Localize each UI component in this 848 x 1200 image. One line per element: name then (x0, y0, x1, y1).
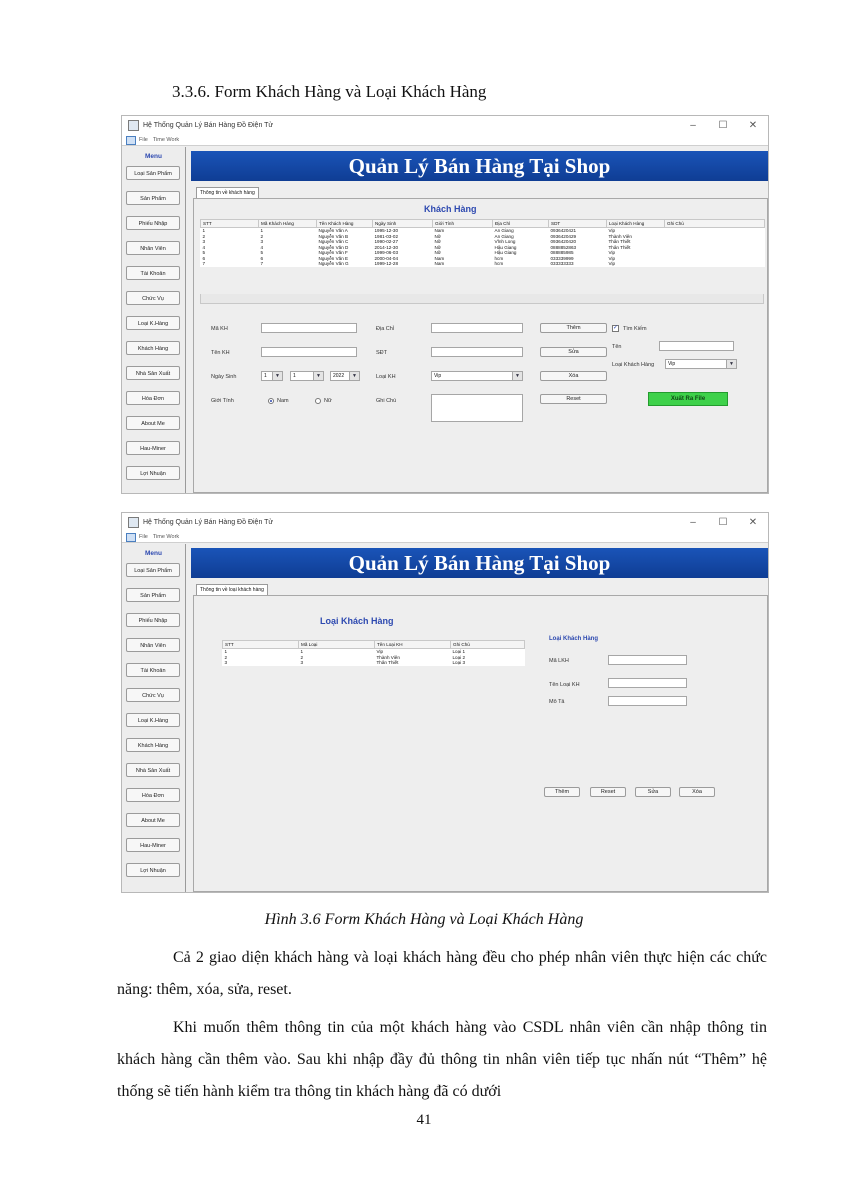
sidebar-item-hoa-don[interactable]: Hóa Đơn (126, 788, 180, 802)
table-cell: Hậu Giang (494, 250, 517, 255)
table-cell: 1999-06-03 (374, 250, 398, 255)
sua-button[interactable]: Sửa (540, 347, 607, 357)
table-cell: 3 (202, 239, 206, 244)
customer-table[interactable] (200, 219, 765, 267)
year-select[interactable] (330, 371, 360, 381)
day-select[interactable] (261, 371, 283, 381)
month-value: 1 (293, 373, 296, 379)
table-cell: hcm (494, 255, 504, 261)
label-sdt: SĐT (376, 350, 387, 356)
type-panel-title: Loại Khách Hàng (320, 616, 394, 626)
chevron-down-icon: ▼ (272, 372, 282, 380)
sidebar-item-loai-san-pham[interactable]: Loại Sản Phẩm (126, 563, 180, 577)
section-heading: 3.3.6. Form Khách Hàng và Loại Khách Hàng (172, 82, 487, 101)
xoa-button[interactable]: Xóa (540, 371, 607, 381)
them-button[interactable]: Thêm (540, 323, 607, 333)
sidebar-item-phieu-nhap[interactable]: Phiếu Nhập (126, 613, 180, 627)
table-cell: Nguyễn Văn C (318, 239, 349, 244)
customer-type-table[interactable] (222, 640, 525, 666)
table-cell: 1995-12-30 (374, 228, 398, 233)
table-cell: 6 (260, 255, 264, 261)
table-cell: 033339999 (550, 255, 574, 261)
label-ma-lkh: Mã LKH (549, 658, 569, 664)
table-cell: Nam (434, 228, 445, 233)
table-cell: 2 (224, 654, 228, 660)
window-title: Hệ Thống Quản Lý Bán Hàng Đồ Điện Tử (143, 122, 274, 129)
label-ngay-sinh: Ngày Sinh (211, 374, 237, 380)
table-cell: 1 (300, 649, 304, 654)
sidebar-menu (122, 544, 186, 892)
ma-kh-input[interactable] (261, 323, 357, 333)
table-cell: Loại 1 (452, 649, 466, 654)
table-cell: 2000-04-04 (374, 255, 398, 261)
sua-button[interactable]: Sửa (635, 787, 671, 797)
menu-bar (122, 135, 768, 146)
table-cell: 1 (260, 228, 264, 233)
paragraph-2: Khi muốn thêm thông tin của một khách hàng vào CSDL nhân viên cần nhập thông tin khách hàng cần thêm vào. Sau khi nhập đầy đủ thông tin nhân viên tiếp tục nhấn nút “Thêm” hệ thống sẽ tiến hành kiểm tra thông tin khách hàng đã có dưới (117, 1019, 767, 1100)
main-panel (191, 544, 768, 892)
paragraph-1: Cả 2 giao diện khách hàng và loại khách hàng đều cho phép nhân viên thực hiện các chức năng: thêm, xóa, sửa, reset. (117, 949, 767, 998)
ten-kh-input[interactable] (261, 347, 357, 357)
table-cell: Thành Viên (608, 233, 632, 239)
sidebar-item-san-pham[interactable]: Sản Phẩm (126, 191, 180, 205)
search-loai-value: Vip (668, 361, 676, 367)
table-cell: Nữ (434, 244, 441, 250)
table-cell: 6 (202, 255, 206, 261)
chevron-down-icon: ▼ (726, 360, 736, 368)
column-header[interactable]: Giới Tính (433, 220, 493, 228)
app-menu-icon (126, 533, 136, 542)
column-header[interactable]: Ngày Sinh (373, 220, 433, 228)
sidebar-item-nhan-vien[interactable]: Nhân Viên (126, 241, 180, 255)
day-value: 1 (264, 373, 267, 379)
table-cell: 2014-12-30 (374, 244, 398, 250)
tab-customer-info[interactable]: Thông tin về khách hàng (196, 187, 259, 199)
table-cell: 1999-12-28 (374, 261, 398, 266)
table-cell (665, 261, 765, 267)
column-header[interactable]: Địa Chỉ (493, 220, 549, 228)
reset-button[interactable]: Reset (590, 787, 626, 797)
table-cell: 0936420421 (550, 228, 577, 233)
sidebar-item-loai-san-pham[interactable]: Loại Sản Phẩm (126, 166, 180, 180)
table-cell: Nam (434, 255, 445, 261)
menu-title: Menu (145, 153, 162, 160)
sidebar-item-chuc-vu[interactable]: Chức Vụ (126, 291, 180, 305)
column-header[interactable]: STT (223, 641, 299, 649)
loai-kh-select[interactable] (431, 371, 523, 381)
menu-time-work[interactable]: Time Work (152, 534, 180, 540)
close-icon[interactable]: ✕ (748, 517, 758, 528)
table-cell: Vip (608, 250, 616, 255)
chevron-down-icon: ▼ (512, 372, 522, 380)
sidebar-item-loai-k-hang[interactable]: Loại K.Hàng (126, 316, 180, 330)
maximize-icon[interactable]: ☐ (718, 120, 728, 131)
table-cell: Vĩnh Long (494, 239, 516, 244)
column-header[interactable]: Ghi Chú (665, 220, 765, 228)
column-header[interactable]: Mã Loại (299, 641, 375, 649)
label-ten-loai-kh: Tên Loại KH (549, 682, 580, 688)
table-cell: Nguyễn Văn D (318, 244, 349, 250)
ghi-chu-textarea[interactable] (431, 394, 523, 422)
table-cell: 1990-02-27 (374, 239, 398, 244)
table-cell: Vip (608, 228, 616, 233)
sidebar-item-chuc-vu[interactable]: Chức Vụ (126, 688, 180, 702)
sidebar-item-khach-hang[interactable]: Khách Hàng (126, 738, 180, 752)
table-cell: Nữ (434, 250, 441, 255)
them-button[interactable]: Thêm (544, 787, 580, 797)
table-cell: 0936420420 (550, 239, 577, 244)
app-menu-icon (126, 136, 136, 145)
table-cell: 2 (300, 654, 304, 660)
ten-loai-kh-input[interactable] (608, 678, 687, 688)
table-cell: 0936420429 (550, 233, 577, 239)
sidebar-item-nha-san-xuat[interactable]: Nhà Sản Xuất (126, 366, 180, 380)
main-panel (191, 147, 768, 493)
dia-chi-input[interactable] (431, 323, 523, 333)
minimize-icon[interactable]: – (690, 517, 696, 528)
table-cell: 1 (224, 649, 228, 654)
table-cell: Loại 3 (452, 660, 466, 665)
app-banner: Quản Lý Bán Hàng Tại Shop (191, 548, 768, 578)
table-cell: 5 (202, 250, 206, 255)
label-ten-kh: Tên KH (211, 350, 230, 356)
chevron-down-icon: ▼ (313, 372, 323, 380)
sidebar-item-hau-miner[interactable]: Hau-Miner (126, 838, 180, 852)
label-ghi-chu: Ghi Chú (376, 398, 397, 404)
table-cell: 5 (260, 250, 264, 255)
app-banner: Quản Lý Bán Hàng Tại Shop (191, 151, 768, 181)
customer-form-window (121, 115, 769, 494)
search-loai-select[interactable] (665, 359, 737, 369)
close-icon[interactable]: ✕ (748, 120, 758, 131)
label-gioi-tinh: Giới Tính (211, 398, 234, 404)
sidebar-item-loai-k-hang[interactable]: Loại K.Hàng (126, 713, 180, 727)
column-header[interactable]: Loại Khách Hàng (607, 220, 665, 228)
table-cell: 4 (202, 244, 206, 250)
table-cell: 2 (202, 233, 206, 239)
table-cell: Nguyễn Văn E (318, 255, 349, 261)
table-cell: 4 (260, 244, 264, 250)
maximize-icon[interactable]: ☐ (718, 517, 728, 528)
type-side-title: Loại Khách Hàng (549, 636, 599, 642)
table-cell: 1 (202, 228, 206, 233)
sidebar-item-loi-nhuan[interactable]: Lợi Nhuận (126, 466, 180, 480)
chevron-down-icon: ▼ (349, 372, 359, 380)
reset-button[interactable]: Reset (540, 394, 607, 404)
column-header[interactable]: Mã Khách Hàng (259, 220, 317, 228)
radio-nam[interactable] (268, 398, 274, 404)
sdt-input[interactable] (431, 347, 523, 357)
mo-ta-input[interactable] (608, 696, 687, 706)
sidebar-item-tai-khoan[interactable]: Tài Khoản (126, 266, 180, 280)
search-ten-input[interactable] (659, 341, 734, 351)
page-number: 41 (416, 1112, 432, 1128)
table-cell: An Giang (494, 228, 514, 233)
menu-file[interactable]: File (139, 137, 148, 143)
column-header[interactable]: Tên Khách Hàng (317, 220, 373, 228)
minimize-icon[interactable]: – (690, 120, 696, 131)
sidebar-item-khach-hang[interactable]: Khách Hàng (126, 341, 180, 355)
year-value: 2022 (333, 373, 345, 379)
window-title: Hệ Thống Quản Lý Bán Hàng Đồ Điện Tử (143, 519, 274, 526)
column-header[interactable]: SDT (549, 220, 607, 228)
sidebar-item-about-me[interactable]: About Me (126, 416, 180, 430)
table-cell: 3 (224, 660, 228, 665)
table-row[interactable] (201, 261, 765, 267)
table-cell: An Giang (494, 233, 514, 239)
sidebar-item-nha-san-xuat[interactable]: Nhà Sản Xuất (126, 763, 180, 777)
sidebar-item-hau-miner[interactable]: Hau-Miner (126, 441, 180, 455)
sidebar-item-phieu-nhap[interactable]: Phiếu Nhập (126, 216, 180, 230)
sidebar-item-hoa-don[interactable]: Hóa Đơn (126, 391, 180, 405)
table-cell: Nguyễn Văn A (318, 228, 348, 233)
sidebar-menu (122, 147, 186, 493)
menu-title: Menu (145, 550, 162, 557)
label-mo-ta: Mô Tả (549, 699, 565, 705)
sidebar-item-loi-nhuan[interactable]: Lợi Nhuận (126, 863, 180, 877)
table-cell: Thân Thiết (376, 660, 399, 665)
search-checkbox[interactable]: ✓ (613, 325, 619, 331)
sidebar-item-nhan-vien[interactable]: Nhân Viên (126, 638, 180, 652)
month-select[interactable] (290, 371, 324, 381)
window-body (122, 147, 768, 493)
table-cell: Thân Thiết (608, 239, 631, 244)
table-cell: Thành Viên (376, 654, 400, 660)
table-cell: 7 (202, 261, 206, 266)
sidebar-item-about-me[interactable]: About Me (126, 813, 180, 827)
app-icon (128, 517, 139, 528)
label-loai-kh: Loại KH (376, 374, 396, 380)
menu-time-work[interactable]: Time Work (152, 137, 180, 143)
app-icon (128, 120, 139, 131)
search-loai-label: Loại Khách Hàng (612, 362, 655, 368)
table-cell: 2 (260, 233, 264, 239)
table-cell: Nữ (434, 233, 441, 239)
window-titlebar (122, 116, 768, 135)
table-cell: hcm (494, 261, 504, 266)
tab-customer-type-info[interactable]: Thông tin về loại khách hàng (196, 584, 268, 596)
window-titlebar (122, 513, 768, 532)
sidebar-item-san-pham[interactable]: Sản Phẩm (126, 588, 180, 602)
table-cell: Nữ (434, 239, 441, 244)
search-ten-label: Tên (612, 344, 622, 350)
customer-panel-title: Khách Hàng (424, 204, 477, 214)
table-cell: Nguyễn Văn G (318, 261, 349, 266)
column-header[interactable]: Tên Loại KH (375, 641, 451, 649)
table-row[interactable] (223, 660, 525, 666)
export-file-button[interactable]: Xuất Ra File (648, 392, 728, 406)
table-cell: 3 (260, 239, 264, 244)
window-body (122, 544, 768, 892)
table-cell: 3 (300, 660, 304, 665)
table-cell: Vip (376, 649, 384, 654)
customer-type-form-window (121, 512, 769, 893)
customer-type-tab-pane (193, 595, 768, 892)
menu-bar (122, 532, 768, 543)
table-cell: 033333333 (550, 261, 574, 266)
table-cell: Nam (434, 261, 445, 266)
customer-tab-pane (193, 198, 768, 493)
table-cell: 0888852863 (550, 244, 577, 250)
column-header[interactable]: STT (201, 220, 259, 228)
table-cell: Loại 2 (452, 654, 466, 660)
table-cell: Hậu Giang (494, 244, 517, 250)
table-cell: Nguyễn Văn B (318, 233, 349, 239)
label-dia-chi: Địa Chỉ (376, 326, 395, 332)
table-cell: Thân Thiết (608, 244, 631, 250)
ma-lkh-input[interactable] (608, 655, 687, 665)
radio-nu-label: Nữ (324, 398, 332, 404)
label-ma-kh: Mã KH (211, 326, 228, 332)
menu-file[interactable]: File (139, 534, 148, 540)
table-cell: 088885985 (550, 250, 574, 255)
table-empty-area (200, 294, 764, 304)
radio-nu[interactable] (315, 398, 321, 404)
xoa-button[interactable]: Xóa (679, 787, 715, 797)
radio-nam-label: Nam (277, 398, 289, 404)
table-cell: Nguyễn Văn F (318, 250, 348, 255)
table-cell: Vip (608, 255, 616, 261)
column-header[interactable]: Ghi Chú (451, 641, 525, 649)
loai-kh-value: Vip (434, 373, 442, 379)
table-cell: Vip (608, 261, 616, 266)
table-cell: 7 (260, 261, 264, 266)
figure-caption: Hình 3.6 Form Khách Hàng và Loại Khách Hàng (264, 911, 584, 928)
search-label: Tìm Kiếm (623, 326, 647, 332)
sidebar-item-tai-khoan[interactable]: Tài Khoản (126, 663, 180, 677)
table-cell: 1981-03-02 (374, 233, 398, 239)
